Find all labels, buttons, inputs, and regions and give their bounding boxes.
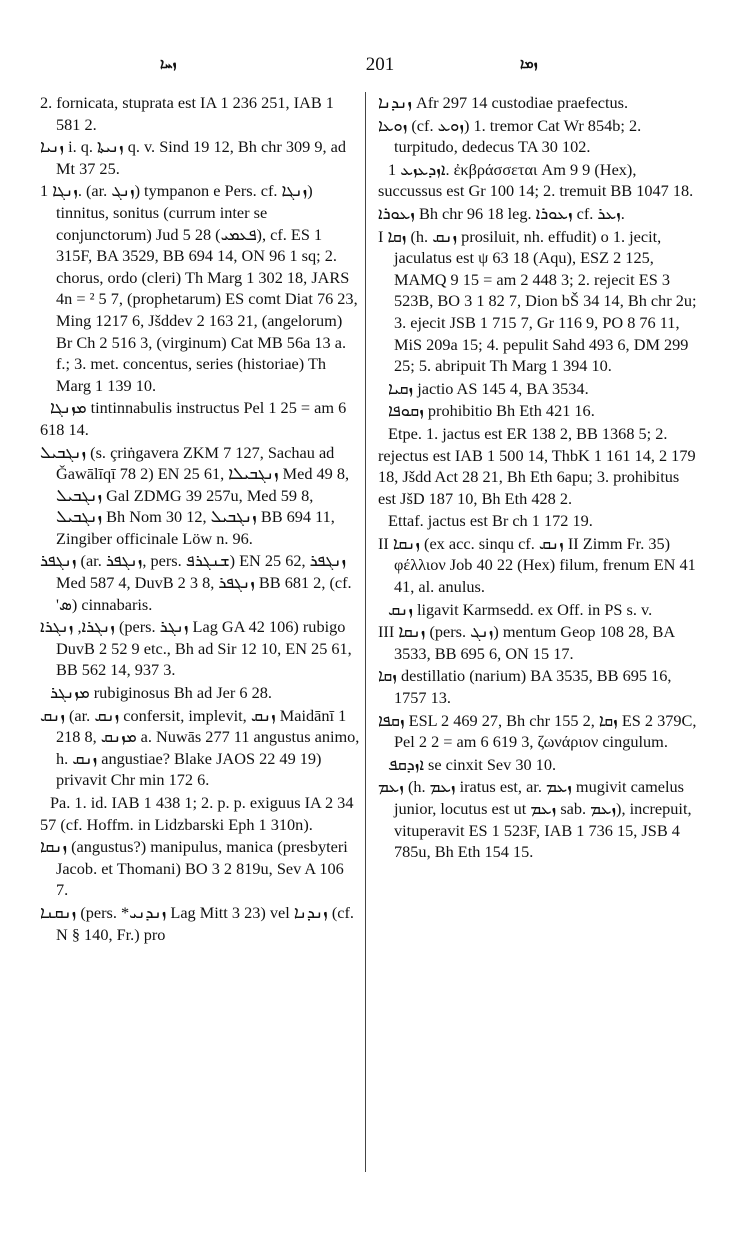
dictionary-entry: ܙܘܥܐ (cf. ܙܘܥ) 1. tremor Cat Wr 854b; 2. turpitudo, dedecus TA 30 102. bbox=[378, 115, 642, 157]
dictionary-entry: ܐܙܕܩܦ se cinxit Sev 30 10. bbox=[388, 754, 557, 774]
right-column bbox=[378, 92, 700, 864]
dictionary-entry: ܙܢܩ (ar. ܙܢܩ confersit, implevit, ܙܢܩ Maidānī 1 218 8, ܡܙܢܩ a. Nuwās 277 11 angustus animo, h. ܙܢܩ angustiae? Blake JAOS 22 49 19) privavit Chr min 172 6. bbox=[40, 705, 360, 790]
dictionary-entry: ܙܢܕܢܐ Afr 297 14 custodiae praefectus. bbox=[378, 93, 629, 112]
dictionary-entry: ܡܙܢܓܐ tintinnabulis instructus Pel 1 25 = am 6 618 14. bbox=[40, 398, 347, 439]
dictionary-entry: ܐܙܕܥܙܥ 1. ἐκβράσσεται Am 9 9 (Hex), succussus est Gr 100 14; 2. tremuit BB 1047 18. bbox=[378, 159, 694, 201]
dictionary-entry: ܙܢܓܦܪ (ar. ܙܢܓܦܪ, pers. ܫܢܓܪܦ) EN 25 62, ܙܢܓܦܪ Med 587 4, DuvB 2 3 8, ܙܢܓܦܪ BB 681 2, (cf. 'ܣ) cinnabaris. bbox=[40, 551, 352, 614]
dictionary-entry: ܙܩܦܐ ESL 2 469 27, Bh chr 155 2, ܙܩܐ ES 2 379C, Pel 2 2 = am 6 619 3, ζωνάριον cingulum. bbox=[378, 710, 697, 752]
running-head-left: ܙܚܐ bbox=[160, 56, 177, 72]
dictionary-entry: ܙܩܝܐ jactio AS 145 4, BA 3534. bbox=[388, 378, 589, 398]
dictionary-entry: ܙܢܩܢܐ (pers. *ܙܢܕܢܝ Lag Mitt 3 23) vel ܙܢܕܢܐ (cf. N § 140, Fr.) pro bbox=[40, 902, 354, 944]
dictionary-entry: ܙܢܩ ligavit Karmsedd. ex Off. in PS s. v. bbox=[388, 599, 653, 619]
dictionary-entry: I ܙܩܐ (h. ܙܢܩ prosiluit, nh. effudit) o 1. jecit, jaculatus est ψ 63 18 (Aqu), ESZ 2 125, MAMQ 9 15 = am 2 448 3; 2. rejecit ES 3 523B, BO 3 1 82 7, Dion bŠ 34 14, Bh chr 2u; 3. ejecit JSB 1 715 7, Gr 116 9, PO 8 76 11, MiS 209a 15; 4. pepulit Sahd 493 6, DM 299 25; 5. abripuit Th Marg 1 394 10. bbox=[378, 226, 697, 376]
dictionary-entry: II ܙܢܩܐ (ex acc. sinqu cf. ܙܢܩ II Zimm Fr. 35) φέλλιον Job 40 22 (Hex) filum, frenum EN 41 41, al. anulus. bbox=[378, 533, 696, 597]
left-column bbox=[40, 92, 360, 946]
dictionary-entry: ܙܢܓܒܝܠ (s. çriṅgavera ZKM 7 127, Sachau ad Ǧawālīqī 78 2) EN 25 61, ܙܢܓܒܝܠܐ Med 49 8, ܙܢܓܒܝܠ Gal ZDMG 39 257u, Med 59 8, ܙܢܓܒܝܠ Bh Nom 30 12, ܙܢܓܒܝܠ BB 694 11, Zingiber officinale Löw n. 96. bbox=[40, 442, 350, 548]
dictionary-entry: Pa. 1. id. IAB 1 438 1; 2. p. p. exiguus IA 2 34 57 (cf. Hoffm. in Lidzbarski Eph 1 310n). bbox=[40, 793, 354, 834]
page-number: 201 bbox=[365, 54, 395, 75]
running-head-right: ܙܡܐ bbox=[520, 56, 538, 72]
dictionary-entry: ܙܢܩܐ (angustus?) manipulus, manica (presbyteri Jacob. et Thomani) BO 3 2 819u, Sev A 106 7. bbox=[40, 837, 348, 900]
dictionary-entry: Ettaf. jactus est Br ch 1 172 19. bbox=[388, 511, 593, 531]
dictionary-entry: III ܙܢܩܐ (pers. ܙܢܓ) mentum Geop 108 28, BA 3533, BB 695 6, ON 15 17. bbox=[378, 622, 675, 663]
dictionary-entry: 2. fornicata, stuprata est IA 1 236 251, IAB 1 581 2. bbox=[40, 93, 334, 134]
dictionary-entry: ܙܥܡ (h. ܙܥܡ iratus est, ar. ܙܥܡ mugivit camelus junior, locutus est ut ܙܥܡ sab. ܙܥܡ), increpuit, vituperavit ES 1 523F, IAB 1 736 15, JSB 4 785u, Bh Eth 154 15. bbox=[378, 777, 692, 862]
dictionary-entry: ܙܩܘܦܐ prohibitio Bh Eth 421 16. bbox=[388, 401, 595, 421]
dictionary-entry: ܡܙܢܓܪ rubiginosus Bh ad Jer 6 28. bbox=[50, 683, 272, 703]
dictionary-entry: Etpe. 1. jactus est ER 138 2, BB 1368 5; 2. rejectus est IAB 1 500 14, ThbK 1 161 14, 2 179 18, Jšdd Act 28 21, Bh Eth 6apu; 3. prohibitus est JšD 187 10, Bh Eth 428 2. bbox=[378, 423, 696, 508]
column-divider bbox=[365, 92, 366, 1172]
dictionary-entry: ܙܢܓܪܐ, ܙܢܓܪܐ (pers. ܙܢܓܪ Lag GA 42 106) rubigo DuvB 2 52 9 etc., Bh ad Sir 12 10, EN 25 61, BB 562 14, 937 3. bbox=[40, 617, 352, 680]
dictionary-entry: ܙܩܐ destillatio (narium) BA 3535, BB 695 16, 1757 13. bbox=[378, 666, 672, 708]
page-header bbox=[40, 56, 720, 82]
dictionary-entry: ܙܢܓܐ 1. (ar. ܙܢܓ) tympanon e Pers. cf. ܙܢܓܐ) tinnitus, sonitus (currum inter se conjunctorum) Jud 5 28 (ܦܥܡܝ), cf. ES 1 315F, BA 3529, BB 694 14, ON 96 1 sq; 2. chorus, ordo (cleri) Th Marg 1 302 18, JARS 4n = ² 5 7, (prophetarum) ES comt Diat 76 23, Ming 1217 6, Jšddev 2 163 21, (angelorum) Br Ch 2 516 3, (virginum) Cat MB 56a 13 a. f.; 3. met. concentus, series (historiae) Th Marg 1 139 10. bbox=[40, 181, 358, 395]
dictionary-entry: ܙܢܝܐ i. q. ܙܢܝܬܐ q. v. Sind 19 12, Bh chr 309 9, ad Mt 37 25. bbox=[40, 137, 346, 178]
dictionary-entry: ܙܥܘܪܐ Bh chr 96 18 leg. ܙܥܘܪܐ cf. ܙܥܪ. bbox=[378, 203, 625, 223]
